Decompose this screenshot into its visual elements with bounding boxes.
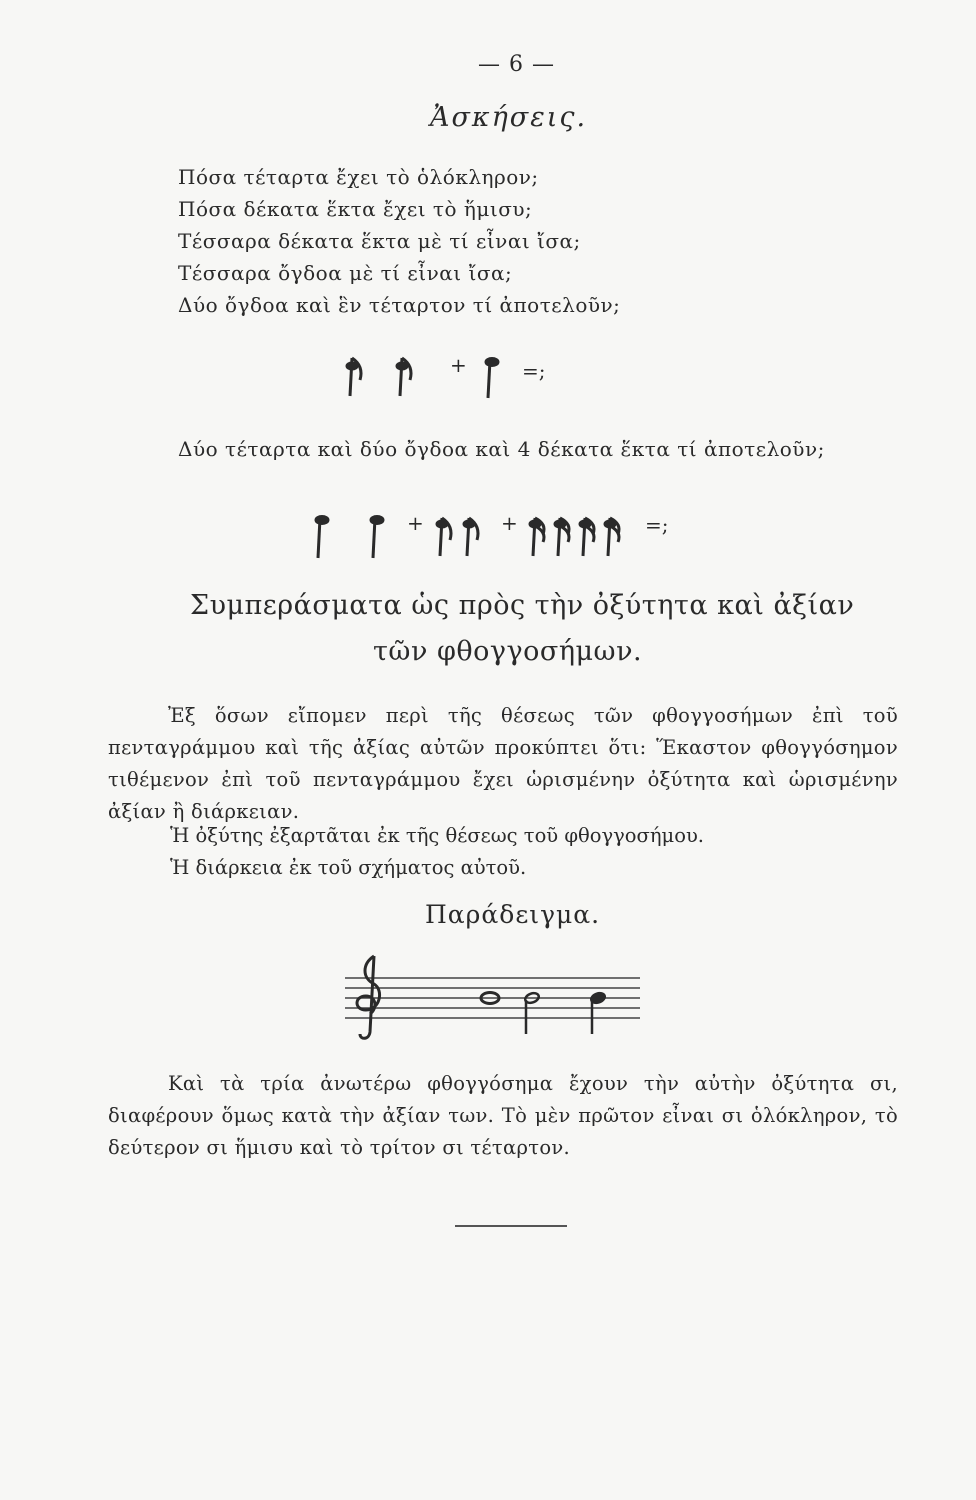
plus-sign-2: + bbox=[501, 511, 518, 535]
sixteenth-note-icon bbox=[580, 518, 594, 556]
music-staff-example bbox=[340, 952, 650, 1047]
eighth-note-icon bbox=[464, 518, 478, 556]
question-3: Τέσσαρα δέκατα ἕκτα μὲ τί εἶναι ἴσα; bbox=[178, 229, 581, 253]
end-rule bbox=[455, 1225, 567, 1227]
sixteenth-note-icon bbox=[530, 518, 544, 556]
quarter-note-icon bbox=[371, 517, 383, 559]
question-2: Πόσα δέκατα ἕκτα ἔχει τὸ ἥμισυ; bbox=[178, 197, 533, 221]
treble-clef-icon bbox=[357, 956, 380, 1038]
equals-question: =; bbox=[522, 359, 546, 383]
question-1: Πόσα τέταρτα ἔχει τὸ ὁλόκληρον; bbox=[178, 165, 539, 189]
question-6: Δύο τέταρτα καὶ δύο ὄγδοα καὶ 4 δέκατα ἕκτα τί ἀποτελοῦν; bbox=[178, 437, 825, 461]
music-staff-svg bbox=[340, 952, 650, 1047]
quarter-note-icon bbox=[486, 359, 498, 399]
sixteenth-note-icon bbox=[605, 518, 619, 556]
note-equation-1 bbox=[340, 352, 580, 412]
plus-sign-1: + bbox=[407, 511, 424, 535]
duration-statement: Ἡ διάρκεια ἐκ τοῦ σχήματος αὐτοῦ. bbox=[170, 856, 527, 879]
exercises-heading: Ἀσκήσεις. bbox=[430, 102, 588, 133]
quarter-note-icon bbox=[316, 517, 328, 559]
question-4: Τέσσαρα ὄγδοα μὲ τί εἶναι ἴσα; bbox=[178, 261, 513, 285]
note-equation-2 bbox=[305, 508, 685, 568]
note-equation-1-svg bbox=[340, 352, 580, 412]
question-5: Δύο ὄγδοα καὶ ἓν τέταρτον τί ἀποτελοῦν; bbox=[178, 293, 621, 317]
page-number: — 6 — bbox=[478, 52, 555, 77]
sixteenth-note-icon bbox=[555, 518, 569, 556]
paragraph-example: Καὶ τὰ τρία ἀνωτέρω φθογγόσημα ἔχουν τὴν αὐτὴν ὀξύτητα σι, διαφέρουν ὅμως κατὰ τὴν ἀξίαν των. Τὸ μὲν πρῶτον εἶναι σι ὁλόκληρον, τὸ δεύτερον σι ἥμισυ καὶ τὸ τρίτον σι τέταρτον. bbox=[108, 1072, 898, 1159]
plus-sign: + bbox=[450, 353, 467, 377]
paragraph-conclusions: Ἐξ ὅσων εἴπομεν περὶ τῆς θέσεως τῶν φθογγοσήμων ἐπὶ τοῦ πενταγράμμου καὶ τῆς ἀξίας αὐτῶν προκύπτει ὅτι: Ἕκαστον φθογγόσημον τιθέμενον ἐπὶ τοῦ πενταγράμμου ἔχει ὡρισμένην ὀξύτητα καὶ ὡρισμένην ἀξίαν ἢ διάρκειαν. bbox=[108, 704, 898, 823]
eighth-note-icon bbox=[397, 358, 411, 396]
equals-question: =; bbox=[645, 513, 669, 537]
note-equation-2-svg bbox=[305, 508, 685, 568]
conclusions-heading-line2: τῶν φθογγοσήμων. bbox=[373, 636, 643, 667]
pitch-statement: Ἡ ὀξύτης ἐξαρτᾶται ἐκ τῆς θέσεως τοῦ φθογγοσήμου. bbox=[170, 824, 705, 847]
eighth-note-icon bbox=[347, 358, 361, 396]
conclusions-heading: Συμπεράσματα ὡς πρὸς τὴν ὀξύτητα καὶ ἀξίαν bbox=[190, 590, 855, 621]
eighth-note-icon bbox=[437, 518, 451, 556]
quarter-note-icon bbox=[590, 991, 606, 1034]
example-heading: Παράδειγμα. bbox=[425, 900, 601, 929]
